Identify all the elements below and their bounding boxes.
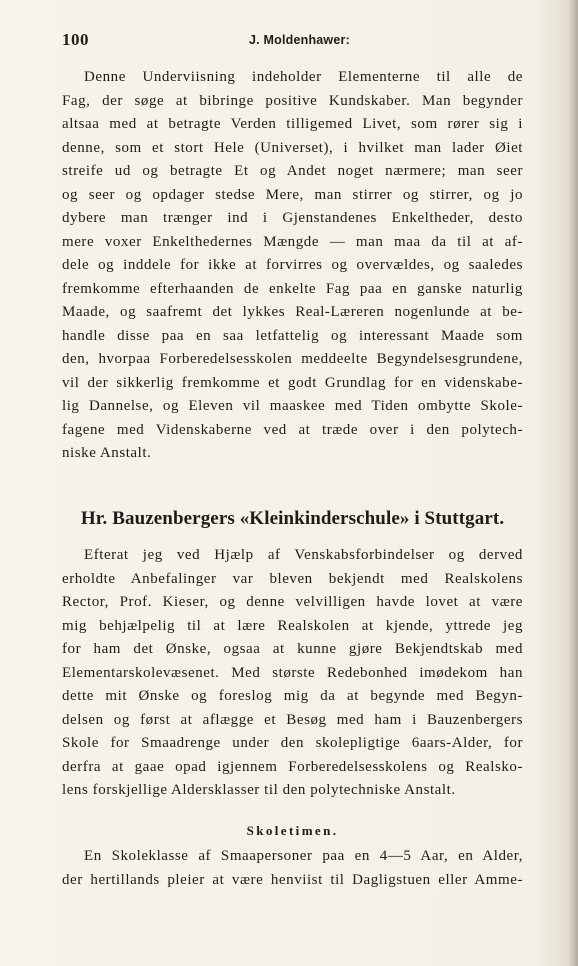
- text-line: fagene med Videnskaberne ved at træde over i den polytech-: [62, 421, 523, 438]
- page-edge-shadow: [568, 0, 578, 966]
- text-line: dele og inddele for ikke at forvirres og overvældes, og saaledes: [62, 257, 523, 273]
- text-line: og seer og opdager stedse Mere, man stirrer og stirrer, og jo: [62, 186, 523, 203]
- text-line: Fag, der søge at bibringe positive Kundskaber. Man begynder: [62, 92, 523, 109]
- text-line: dybere man trænger ind i Gjenstandenes Enkeltheder, desto: [62, 210, 523, 226]
- text-line: Efterat jeg ved Hjælp af Venskabsforbindelser og derved: [84, 547, 523, 563]
- text-line: mig behjælpelig til at lære Realskolen at kjende, yttrede jeg: [62, 617, 523, 634]
- text-line: altsaa med at betragte Verden tilligemed Livet, som rører sig i: [62, 116, 523, 132]
- text-line: streife ud og betragte Et og Andet noget nærmere; man seer: [62, 163, 523, 179]
- text-line: fremkomme efterhaanden de enkelte Fag paa en ganske naturlig: [62, 280, 523, 297]
- text-line: for ham det Ønske, ogsaa at kunne gjøre Bekjendtskab med: [62, 641, 523, 657]
- paragraph-2: [62, 544, 523, 803]
- text-line: der hertillands pleier at være henviist til Dagligstuen eller Amme-: [62, 871, 523, 888]
- text-line: dette mit Ønske og foreslog mig da at begynde med Begyn-: [62, 688, 523, 704]
- text-line: Elementarskolevæsenet. Med største Redebonhed imødekom han: [62, 664, 523, 681]
- subheading: Skoletimen.: [246, 823, 339, 838]
- text-line: Rector, Prof. Kieser, og denne velvilligen havde lovet at være: [62, 594, 523, 610]
- running-head: J. Moldenhawer:: [249, 33, 350, 47]
- text-line: mere voxer Enkelthedernes Mængde — man maa da til at af-: [62, 233, 523, 250]
- page-number: 100: [62, 30, 89, 49]
- page-header: [62, 30, 522, 52]
- text-line: lig Dannelse, og Eleven vil maaskee med Tiden ombytte Skole-: [62, 398, 523, 414]
- text-line: Denne Underviisning indeholder Elementerne til alle de: [84, 69, 523, 85]
- text-line: den, hvorpaa Forberedelsesskolen meddeelte Begyndelsesgrundene,: [62, 351, 523, 367]
- section-heading: Hr. Bauzenbergers «Kleinkinderschule» i Stuttgart.: [80, 508, 505, 529]
- text-line: lens forskjellige Aldersklasser til den polytechniske Anstalt.: [62, 782, 456, 798]
- paragraph-3-text: [62, 845, 523, 892]
- text-line: handle disse paa en saa letfattelig og interessant Maade som: [62, 327, 523, 344]
- text-line: Maade, og saafremt det lykkes Real-Læreren nogenlunde at be-: [62, 304, 523, 320]
- text-line: denne, som et stort Hele (Universet), i hvilket man lader Øiet: [62, 139, 523, 156]
- text-line: erholdte Anbefalinger var bleven bekjendt med Realskolens: [62, 570, 523, 587]
- text-line: derfra at gaae opad igjennem Forberedelsesskolens og Realsko-: [62, 758, 523, 775]
- paragraph-2-text: [62, 544, 523, 803]
- paragraph-1: [62, 66, 523, 466]
- text-line: vil der sikkerlig fremkomme et godt Grundlag for en videnskabe-: [62, 374, 523, 391]
- text-line: niske Anstalt.: [62, 445, 152, 461]
- paragraph-1-text: [62, 66, 523, 466]
- text-line: delsen og først at aflægge et Besøg med ham i Bauzenbergers: [62, 711, 523, 728]
- text-line: Skole for Smaadrenge under den skolepligtige 6aars-Alder, for: [62, 735, 523, 751]
- paragraph-3: [62, 845, 523, 892]
- text-line: En Skoleklasse af Smaapersoner paa en 4—5 Aar, en Alder,: [84, 848, 523, 864]
